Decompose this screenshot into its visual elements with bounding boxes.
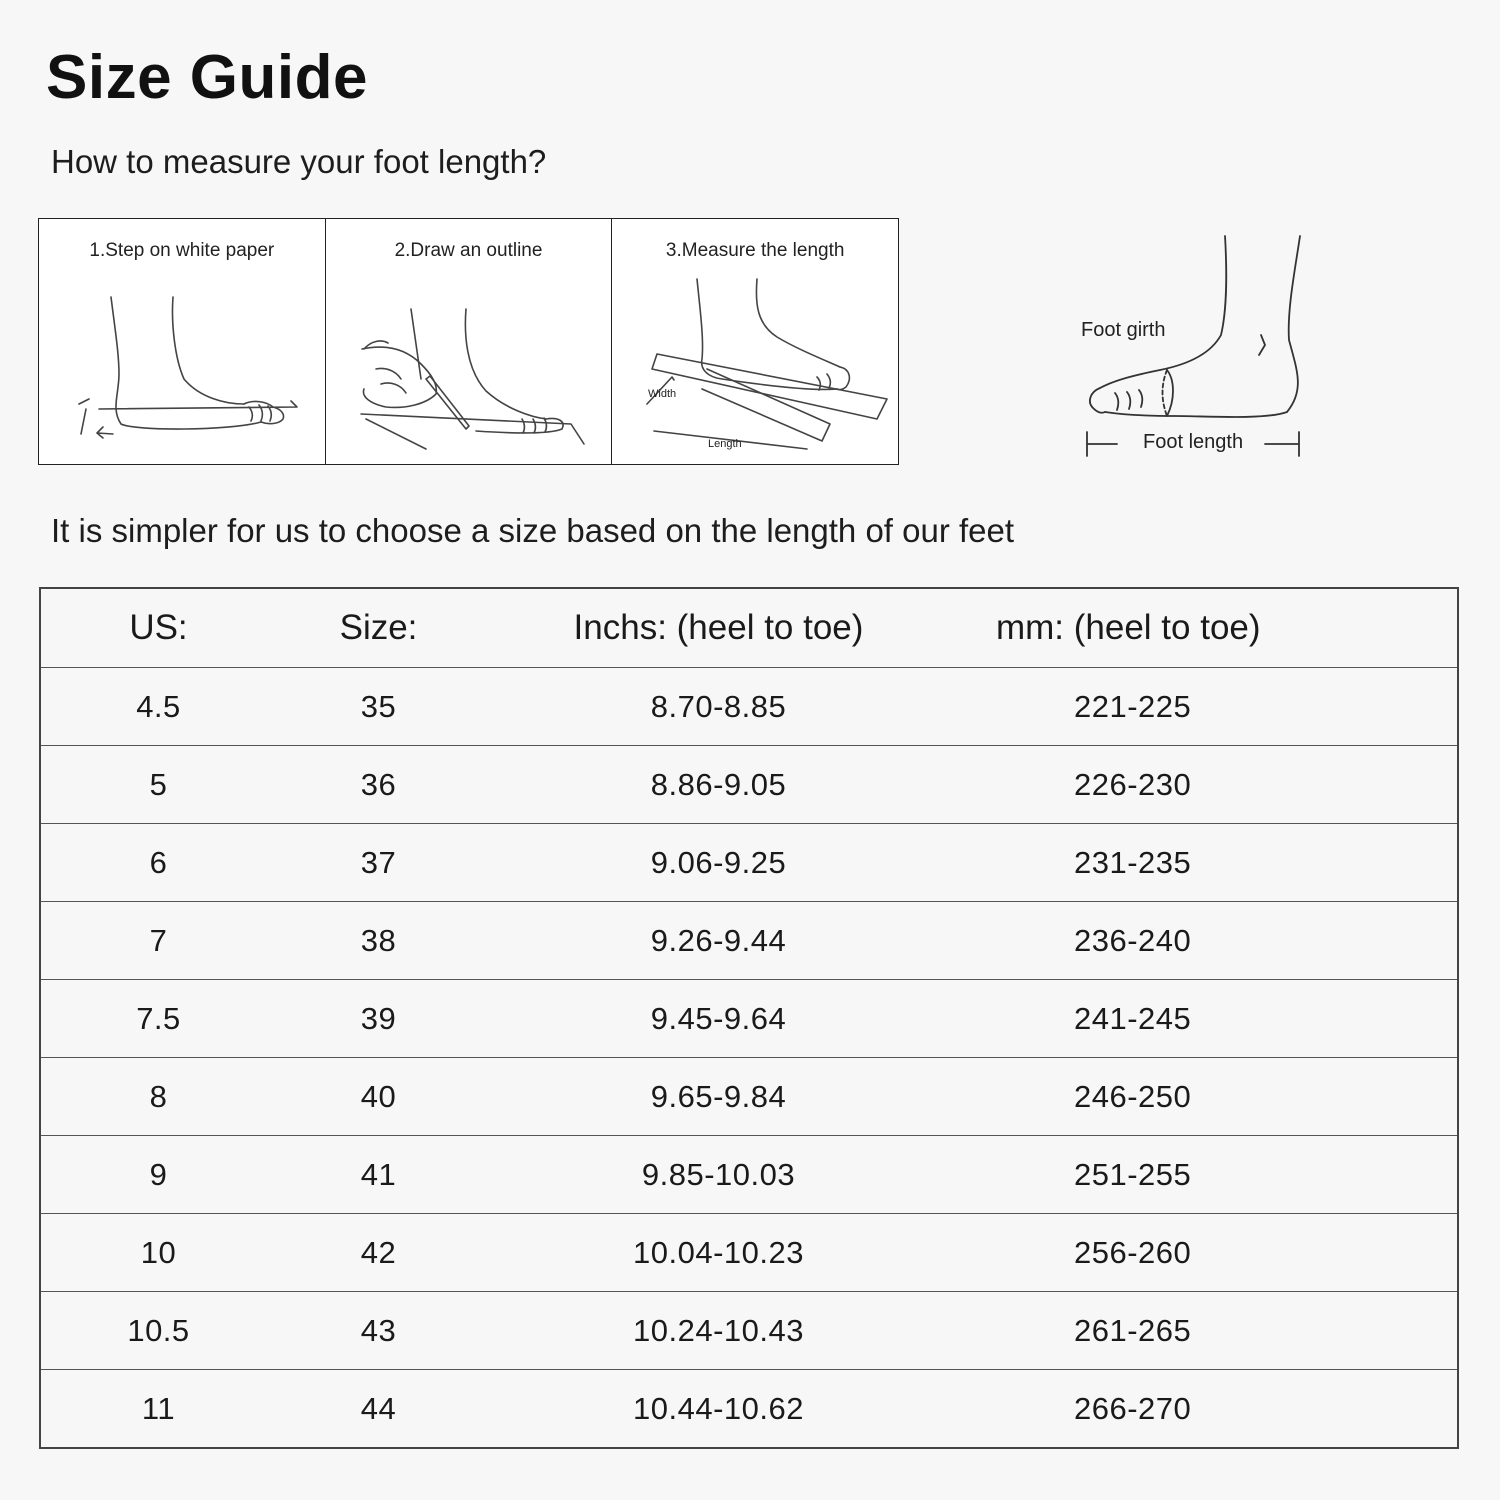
foot-girth-label: Foot girth — [1081, 319, 1166, 341]
step-1-panel — [39, 219, 326, 464]
cell-mm: 231-235 — [956, 824, 1458, 902]
table-row — [40, 668, 1458, 746]
cell-inches: 9.26-9.44 — [481, 902, 956, 980]
page-title: Size Guide — [46, 43, 368, 112]
draw-outline-icon — [326, 219, 612, 464]
foot-on-paper-icon — [39, 219, 325, 464]
size-note: It is simpler for us to choose a size based on the length of our feet — [51, 512, 1015, 549]
cell-mm: 266-270 — [956, 1370, 1458, 1449]
header-inches: Inchs: (heel to toe) — [481, 588, 956, 668]
table-row — [40, 1058, 1458, 1136]
cell-inches: 9.06-9.25 — [481, 824, 956, 902]
cell-size: 44 — [276, 1370, 481, 1449]
cell-size: 39 — [276, 980, 481, 1058]
step-2-panel — [326, 219, 613, 464]
cell-inches: 10.04-10.23 — [481, 1214, 956, 1292]
cell-inches: 8.70-8.85 — [481, 668, 956, 746]
cell-inches: 9.45-9.64 — [481, 980, 956, 1058]
table-header-row — [40, 588, 1458, 668]
header-us: US: — [40, 588, 276, 668]
table-row — [40, 746, 1458, 824]
cell-us: 7 — [40, 902, 276, 980]
cell-size: 42 — [276, 1214, 481, 1292]
measure-length-icon — [612, 219, 898, 464]
cell-us: 6 — [40, 824, 276, 902]
cell-mm: 256-260 — [956, 1214, 1458, 1292]
cell-size: 38 — [276, 902, 481, 980]
cell-size: 35 — [276, 668, 481, 746]
table-row — [40, 980, 1458, 1058]
step-1-label: 1.Step on white paper — [89, 240, 275, 261]
cell-us: 5 — [40, 746, 276, 824]
step-3-label: 3.Measure the length — [665, 240, 845, 261]
cell-mm: 246-250 — [956, 1058, 1458, 1136]
width-label: Width — [648, 388, 677, 400]
table-row — [40, 1292, 1458, 1370]
cell-us: 11 — [40, 1370, 276, 1449]
cell-mm: 251-255 — [956, 1136, 1458, 1214]
cell-inches: 10.24-10.43 — [481, 1292, 956, 1370]
cell-size: 43 — [276, 1292, 481, 1370]
measure-subtitle: How to measure your foot length? — [51, 143, 547, 180]
cell-inches: 8.86-9.05 — [481, 746, 956, 824]
table-row — [40, 1136, 1458, 1214]
table-row — [40, 1370, 1458, 1449]
header-mm: mm: (heel to toe) — [956, 588, 1458, 668]
measure-steps-panel — [38, 218, 899, 465]
cell-us: 8 — [40, 1058, 276, 1136]
cell-mm: 241-245 — [956, 980, 1458, 1058]
cell-us: 7.5 — [40, 980, 276, 1058]
cell-mm: 261-265 — [956, 1292, 1458, 1370]
cell-mm: 236-240 — [956, 902, 1458, 980]
cell-size: 41 — [276, 1136, 481, 1214]
table-row — [40, 902, 1458, 980]
header-size: Size: — [276, 588, 481, 668]
foot-girth-diagram — [1075, 230, 1315, 470]
cell-us: 10.5 — [40, 1292, 276, 1370]
table-row — [40, 824, 1458, 902]
cell-inches: 10.44-10.62 — [481, 1370, 956, 1449]
cell-size: 36 — [276, 746, 481, 824]
cell-size: 37 — [276, 824, 481, 902]
cell-size: 40 — [276, 1058, 481, 1136]
cell-inches: 9.65-9.84 — [481, 1058, 956, 1136]
size-chart-table — [39, 587, 1459, 1449]
cell-inches: 9.85-10.03 — [481, 1136, 956, 1214]
table-row — [40, 1214, 1458, 1292]
foot-length-label: Foot length — [1143, 431, 1244, 453]
length-label: Length — [708, 438, 742, 450]
step-3-panel — [612, 219, 898, 464]
cell-us: 9 — [40, 1136, 276, 1214]
step-2-label: 2.Draw an outline — [394, 240, 543, 261]
cell-us: 10 — [40, 1214, 276, 1292]
cell-mm: 226-230 — [956, 746, 1458, 824]
cell-us: 4.5 — [40, 668, 276, 746]
cell-mm: 221-225 — [956, 668, 1458, 746]
